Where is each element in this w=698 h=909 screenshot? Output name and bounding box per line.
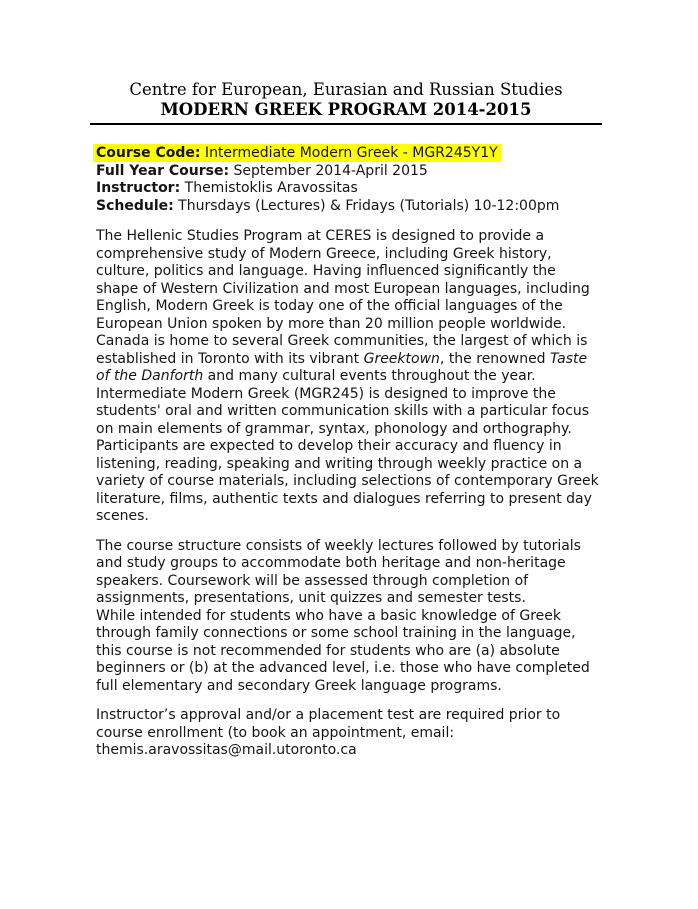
text-line: [96, 678, 602, 696]
text-run: beginners or (b) at the advanced level, i.e. those who have completed: [96, 660, 590, 676]
text-line: [96, 403, 602, 421]
text-line: [96, 281, 602, 299]
text-run: comprehensive study of Modern Greece, including Greek history,: [96, 245, 552, 262]
program-title: MODERN GREEK PROGRAM 2014-2015: [160, 100, 532, 119]
text-line: [96, 473, 602, 491]
text-run: speakers. Coursework will be assessed through completion of: [96, 572, 529, 589]
course-info: [90, 145, 602, 215]
text-run: The Hellenic Studies Program at CERES is designed to provide a: [96, 228, 545, 244]
text-line: [96, 660, 602, 678]
text-line: [96, 421, 602, 439]
text-line: [96, 333, 602, 351]
text-line: [96, 386, 602, 404]
text-line: [96, 298, 602, 316]
text-line: [96, 246, 602, 264]
text-line: [96, 538, 602, 556]
course-info-line: [96, 145, 602, 163]
text-run: and study groups to accommodate both heritage and non-heritage: [96, 555, 566, 571]
text-run: literature, films, authentic texts and dialogues referring to present day: [96, 490, 592, 507]
body-paragraph: [90, 228, 602, 526]
text-line: [96, 351, 602, 369]
course-info-label: Instructor:: [96, 180, 181, 196]
course-info-label: Full Year Course:: [96, 162, 230, 179]
text-line: [96, 725, 602, 743]
course-info-label: Course Code:: [96, 145, 201, 161]
text-line: [96, 316, 602, 334]
text-run: listening, reading, speaking and writing through weekly practice on a: [96, 455, 583, 472]
text-line: [96, 608, 602, 626]
document-header: [90, 80, 602, 120]
text-run: Canada is home to several Greek communities, the largest of which is: [96, 333, 588, 349]
course-info-line: Instructor: Themistoklis Aravossitas: [96, 180, 358, 196]
email-text: [96, 742, 602, 760]
document-body: [90, 228, 602, 760]
text-run: students' oral and written communication skills with a particular focus: [96, 403, 590, 419]
centre-title: Centre for European, Eurasian and Russian Studies: [129, 80, 563, 99]
text-run: established in Toronto with its vibrant: [96, 350, 364, 367]
course-info-label: Schedule:: [96, 197, 174, 214]
body-paragraph: [90, 707, 602, 760]
text-run: assignments, presentations, unit quizzes and semester tests.: [96, 590, 526, 606]
course-info-line: Schedule: Thursdays (Lectures) & Fridays (Tutorials) 10-12:00pm: [96, 197, 560, 214]
text-run: and many cultural events throughout the year.: [203, 368, 536, 384]
text-run: on main elements of grammar, syntax, phonology and orthography.: [96, 420, 572, 437]
text-line: [96, 707, 602, 725]
text-line: [96, 438, 602, 456]
text-run: culture, politics and language. Having influenced significantly the: [96, 263, 556, 279]
text-run: through family connections or some school training in the language,: [96, 625, 576, 641]
text-run: this course is not recommended for students who are (a) absolute: [96, 642, 560, 659]
text-line: [96, 491, 602, 509]
text-line: [96, 590, 602, 608]
text-run: , the renowned: [439, 350, 551, 367]
body-paragraph: [90, 538, 602, 696]
text-run: variety of course materials, including selections of contemporary Greek: [96, 473, 599, 489]
text-run: themis.aravossitas@mail.utoronto.ca: [96, 742, 357, 758]
highlighted-text: Course Code: Intermediate Modern Greek - MGR245Y1Y: [93, 144, 501, 162]
text-run: English, Modern Greek is today one of the official languages of the: [96, 298, 563, 314]
course-info-line: Full Year Course: September 2014-April 2015: [96, 162, 428, 179]
text-run: The course structure consists of weekly lectures followed by tutorials: [96, 537, 581, 554]
text-run: European Union spoken by more than 20 million people worldwide.: [96, 315, 567, 332]
text-run: shape of Western Civilization and most European languages, including: [96, 280, 590, 297]
text-line: [96, 643, 602, 661]
text-run: full elementary and secondary Greek language programs.: [96, 677, 502, 694]
text-line: [96, 508, 602, 526]
text-line: [96, 573, 602, 591]
italic-text: of the Danforth: [96, 368, 204, 384]
text-run: Instructor’s approval and/or a placement test are required prior to: [96, 707, 561, 723]
text-line: [96, 368, 602, 386]
italic-text: Greektown: [363, 350, 440, 367]
text-line: [96, 456, 602, 474]
text-line: [96, 555, 602, 573]
text-run: Participants are expected to develop their accuracy and fluency in: [96, 438, 562, 454]
text-run: Intermediate Modern Greek (MGR245) is designed to improve the: [96, 385, 556, 402]
text-line: [96, 228, 602, 246]
text-run: course enrollment (to book an appointment, email:: [96, 724, 455, 741]
text-line: [96, 263, 602, 281]
text-run: While intended for students who have a basic knowledge of Greek: [96, 607, 561, 624]
document-content: [90, 80, 602, 772]
italic-text: Taste: [550, 350, 588, 367]
text-line: [96, 625, 602, 643]
header-divider: [90, 123, 602, 125]
text-run: scenes.: [96, 508, 149, 524]
